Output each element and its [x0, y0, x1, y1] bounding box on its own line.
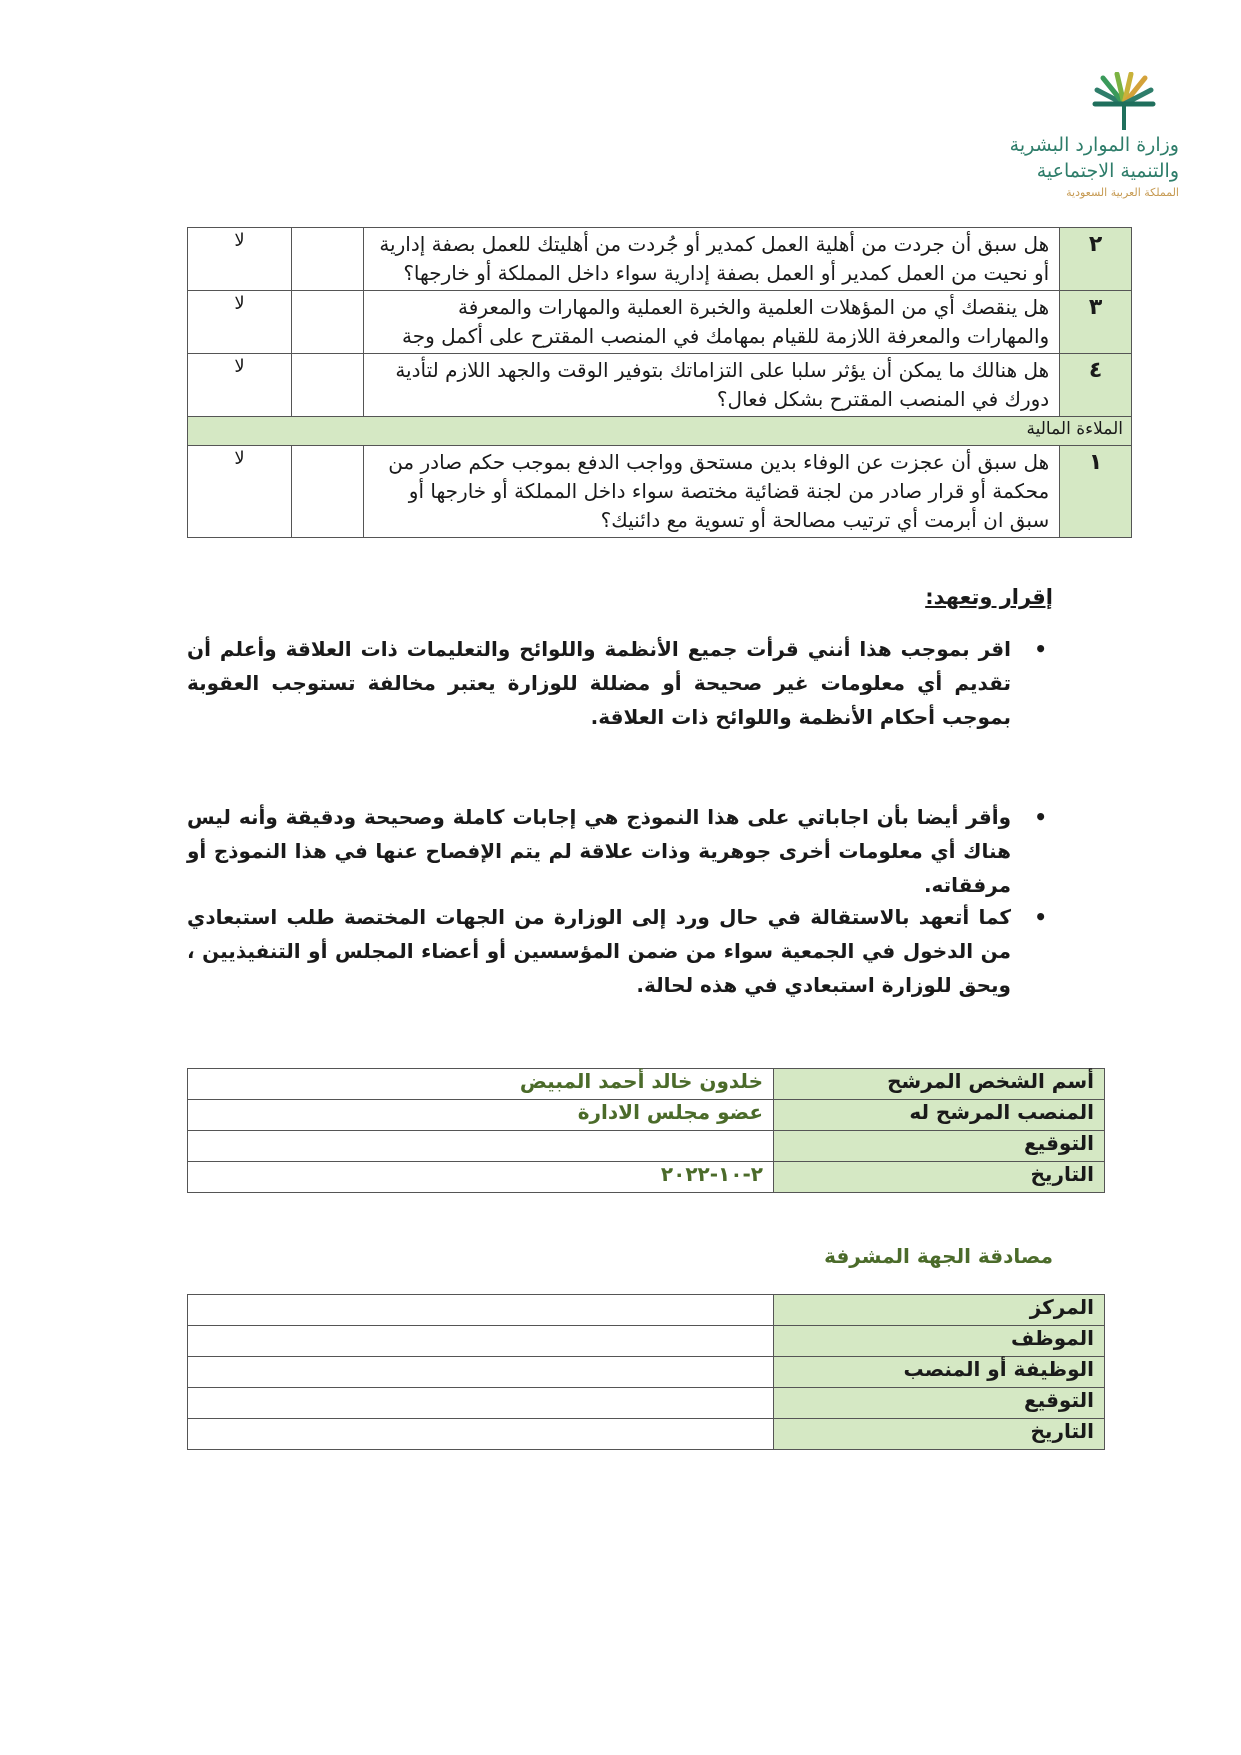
table-row — [188, 1388, 1105, 1419]
questions-table — [187, 227, 1132, 538]
table-row — [188, 446, 1132, 538]
table-row — [188, 354, 1132, 417]
position-value: عضو مجلس الادارة — [188, 1100, 774, 1131]
table-row — [188, 228, 1132, 291]
table-row — [188, 1357, 1105, 1388]
center-label: المركز — [774, 1295, 1105, 1326]
question-text: هل ينقصك أي من المؤهلات العلمية والخبرة العملية والمهارات والمعرفة والمهارات والمعرفة اللازمة للقيام بمهامك في المنصب المقترح على أكمل وجة — [363, 291, 1060, 354]
position-label: المنصب المرشح له — [774, 1100, 1105, 1131]
answer-cell: لا — [188, 228, 292, 291]
empty-cell — [292, 354, 364, 417]
list-item — [187, 900, 1047, 1002]
job-label: الوظيفة أو المنصب — [774, 1357, 1105, 1388]
date-value: ٢-١٠-٢٠٢٢ — [188, 1162, 774, 1193]
candidate-name-value: خلدون خالد أحمد المبيض — [188, 1069, 774, 1100]
question-number: ٤ — [1060, 354, 1132, 417]
employee-value — [188, 1326, 774, 1357]
section-title: الملاءة المالية — [188, 417, 1132, 446]
question-text: هل سبق أن عجزت عن الوفاء بدين مستحق وواجب الدفع بموجب حكم صادر من محكمة أو قرار صادر من لجنة قضائية مختصة سواء داخل المملكة أو خارجها أو سبق ان أبرمت أي ترتيب مصالحة أو تسوية مع دائنيك؟ — [363, 446, 1060, 538]
logo-line-3: المملكة العربية السعودية — [1066, 186, 1179, 199]
employee-label: الموظف — [774, 1326, 1105, 1357]
signature-value — [188, 1388, 774, 1419]
declaration-text: اقر بموجب هذا أنني قرأت جميع الأنظمة واللوائح والتعليمات ذات العلاقة وأعلم أن تقديم أي معلومات غير صحيحة أو مضللة للوزارة يعتبر مخالفة تستوجب العقوبة بموجب أحكام الأنظمة واللوائح ذات العلاقة. — [187, 637, 1011, 729]
empty-cell — [292, 228, 364, 291]
table-row — [188, 1326, 1105, 1357]
question-number: ٢ — [1060, 228, 1132, 291]
section-row — [188, 417, 1132, 446]
candidate-table — [187, 1068, 1105, 1193]
answer-cell: لا — [188, 446, 292, 538]
declaration-text: كما أتعهد بالاستقالة في حال ورد إلى الوزارة من الجهات المختصة طلب استبعادي من الدخول في الجمعية سواء من ضمن المؤسسين أو أعضاء المجلس أو التنفيذيين ، ويحق للوزارة استبعادي في هذه لحالة. — [187, 905, 1011, 997]
question-number: ٣ — [1060, 291, 1132, 354]
date-value — [188, 1419, 774, 1450]
table-row — [188, 1069, 1105, 1100]
table-row — [188, 291, 1132, 354]
declaration-text: وأقر أيضا بأن اجاباتي على هذا النموذج هي إجابات كاملة وصحيحة ودقيقة وأنه ليس هناك أي معلومات أخرى جوهرية وذات علاقة لم يتم الإفصاح عنها في هذا النموذج أو مرفقاته. — [187, 805, 1011, 897]
signature-value — [188, 1131, 774, 1162]
palm-tree-icon — [1089, 72, 1159, 132]
question-text: هل سبق أن جردت من أهلية العمل كمدير أو جُردت من أهليتك للعمل بصفة إدارية أو نحيت من العمل كمدير أو العمل بصفة إدارية سواء داخل المملكة أو خارجها؟ — [363, 228, 1060, 291]
answer-cell: لا — [188, 354, 292, 417]
date-label: التاريخ — [774, 1162, 1105, 1193]
list-item — [187, 632, 1047, 734]
date-label: التاريخ — [774, 1419, 1105, 1450]
table-row — [188, 1100, 1105, 1131]
table-row — [188, 1162, 1105, 1193]
list-item — [187, 800, 1047, 902]
empty-cell — [292, 446, 364, 538]
signature-label: التوقيع — [774, 1388, 1105, 1419]
bullet-icon: • — [1034, 637, 1047, 661]
bullet-icon: • — [1034, 805, 1047, 829]
declaration-title: إقرار وتعهد: — [925, 585, 1053, 609]
answer-cell: لا — [188, 291, 292, 354]
approval-title: مصادقة الجهة المشرفة — [824, 1244, 1053, 1268]
table-row — [188, 1131, 1105, 1162]
candidate-name-label: أسم الشخص المرشح — [774, 1069, 1105, 1100]
approval-table — [187, 1294, 1105, 1450]
signature-label: التوقيع — [774, 1131, 1105, 1162]
bullet-icon: • — [1034, 905, 1047, 929]
table-row — [188, 1295, 1105, 1326]
question-text: هل هنالك ما يمكن أن يؤثر سلبا على التزاماتك بتوفير الوقت والجهد اللازم لتأدية دورك في المنصب المقترح بشكل فعال؟ — [363, 354, 1060, 417]
ministry-logo — [1009, 72, 1179, 212]
job-value — [188, 1357, 774, 1388]
empty-cell — [292, 291, 364, 354]
center-value — [188, 1295, 774, 1326]
logo-line-2: والتنمية الاجتماعية — [1036, 160, 1179, 182]
table-row — [188, 1419, 1105, 1450]
logo-line-1: وزارة الموارد البشرية — [1009, 134, 1179, 156]
question-number: ١ — [1060, 446, 1132, 538]
